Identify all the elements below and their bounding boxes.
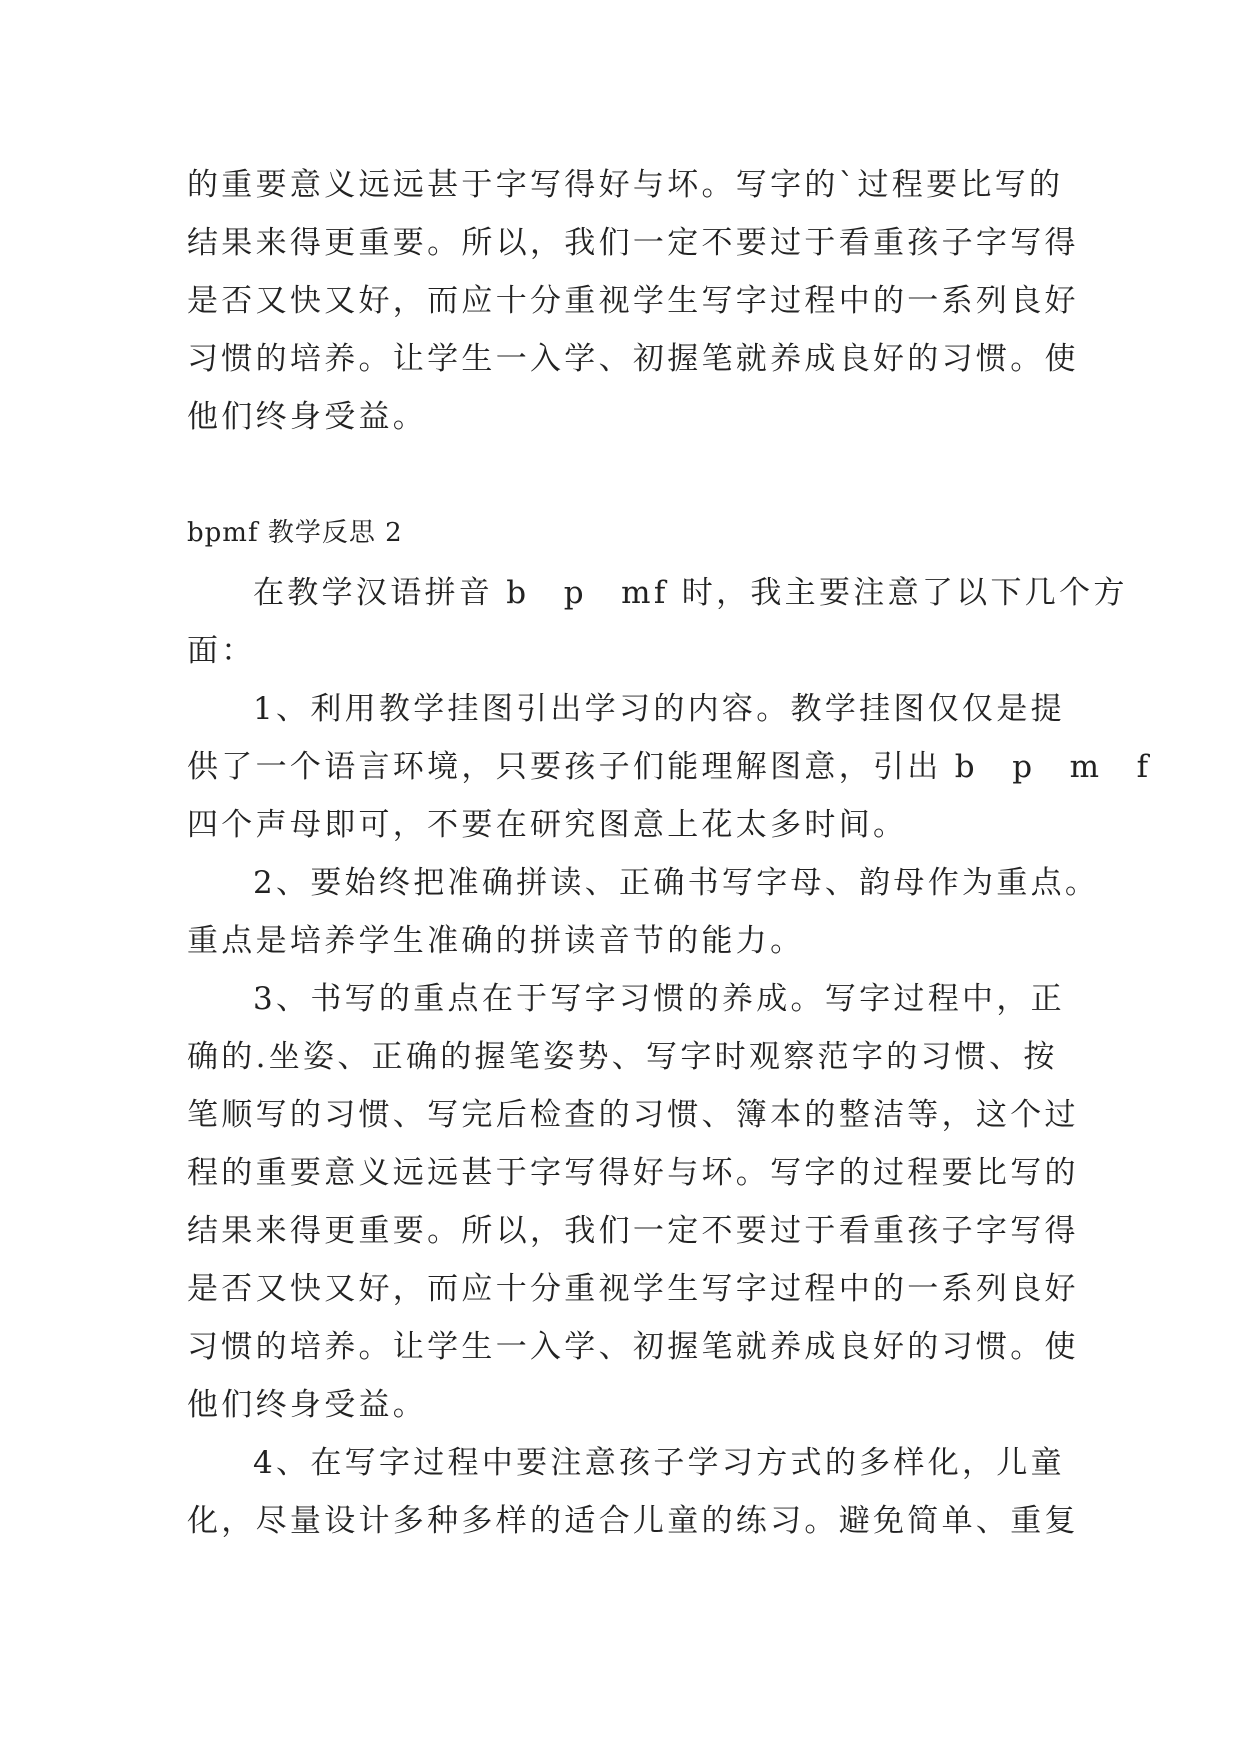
paragraph-line: 4、在写字过程中要注意孩子学习方式的多样化，儿童 xyxy=(253,1445,1065,1481)
paragraph-line: 供了一个语言环境，只要孩子们能理解图意，引出 b p m f xyxy=(187,749,1152,785)
section-heading: bpmf 教学反思 2 xyxy=(187,518,403,548)
paragraph-line: 面： xyxy=(187,633,256,669)
paragraph-line: 的重要意义远远甚于字写得好与坏。写字的`过程要比写的 xyxy=(187,167,1064,203)
paragraph-line: 2、要始终把准确拼读、正确书写字母、韵母作为重点。 xyxy=(253,865,1100,901)
paragraph-line: 是否又快又好，而应十分重视学生写字过程中的一系列良好 xyxy=(187,283,1079,319)
paragraph-line: 程的重要意义远远甚于字写得好与坏。写字的过程要比写的 xyxy=(187,1155,1079,1191)
paragraph-line: 四个声母即可，不要在研究图意上花太多时间。 xyxy=(187,807,908,843)
paragraph-line: 他们终身受益。 xyxy=(187,1387,428,1423)
paragraph-line: 结果来得更重要。所以，我们一定不要过于看重孩子字写得 xyxy=(187,225,1079,261)
paragraph-line: 他们终身受益。 xyxy=(187,399,428,435)
paragraph-line: 习惯的培养。让学生一入学、初握笔就养成良好的习惯。使 xyxy=(187,1329,1079,1365)
paragraph-line: 3、书写的重点在于写字习惯的养成。写字过程中，正 xyxy=(253,981,1065,1017)
paragraph-line: 确的.坐姿、正确的握笔姿势、写字时观察范字的习惯、按 xyxy=(187,1039,1058,1075)
paragraph-line: 结果来得更重要。所以，我们一定不要过于看重孩子字写得 xyxy=(187,1213,1079,1249)
paragraph-line: 笔顺写的习惯、写完后检查的习惯、簿本的整洁等，这个过 xyxy=(187,1097,1079,1133)
paragraph-line: 是否又快又好，而应十分重视学生写字过程中的一系列良好 xyxy=(187,1271,1079,1307)
paragraph-line: 习惯的培养。让学生一入学、初握笔就养成良好的习惯。使 xyxy=(187,341,1079,377)
paragraph-line: 1、利用教学挂图引出学习的内容。教学挂图仅仅是提 xyxy=(253,691,1065,727)
paragraph-line: 重点是培养学生准确的拼读音节的能力。 xyxy=(187,923,805,959)
paragraph-line: 化，尽量设计多种多样的适合儿童的练习。避免简单、重复 xyxy=(187,1503,1079,1539)
paragraph-line: 在教学汉语拼音 b p mf 时，我主要注意了以下几个方 xyxy=(253,575,1128,611)
